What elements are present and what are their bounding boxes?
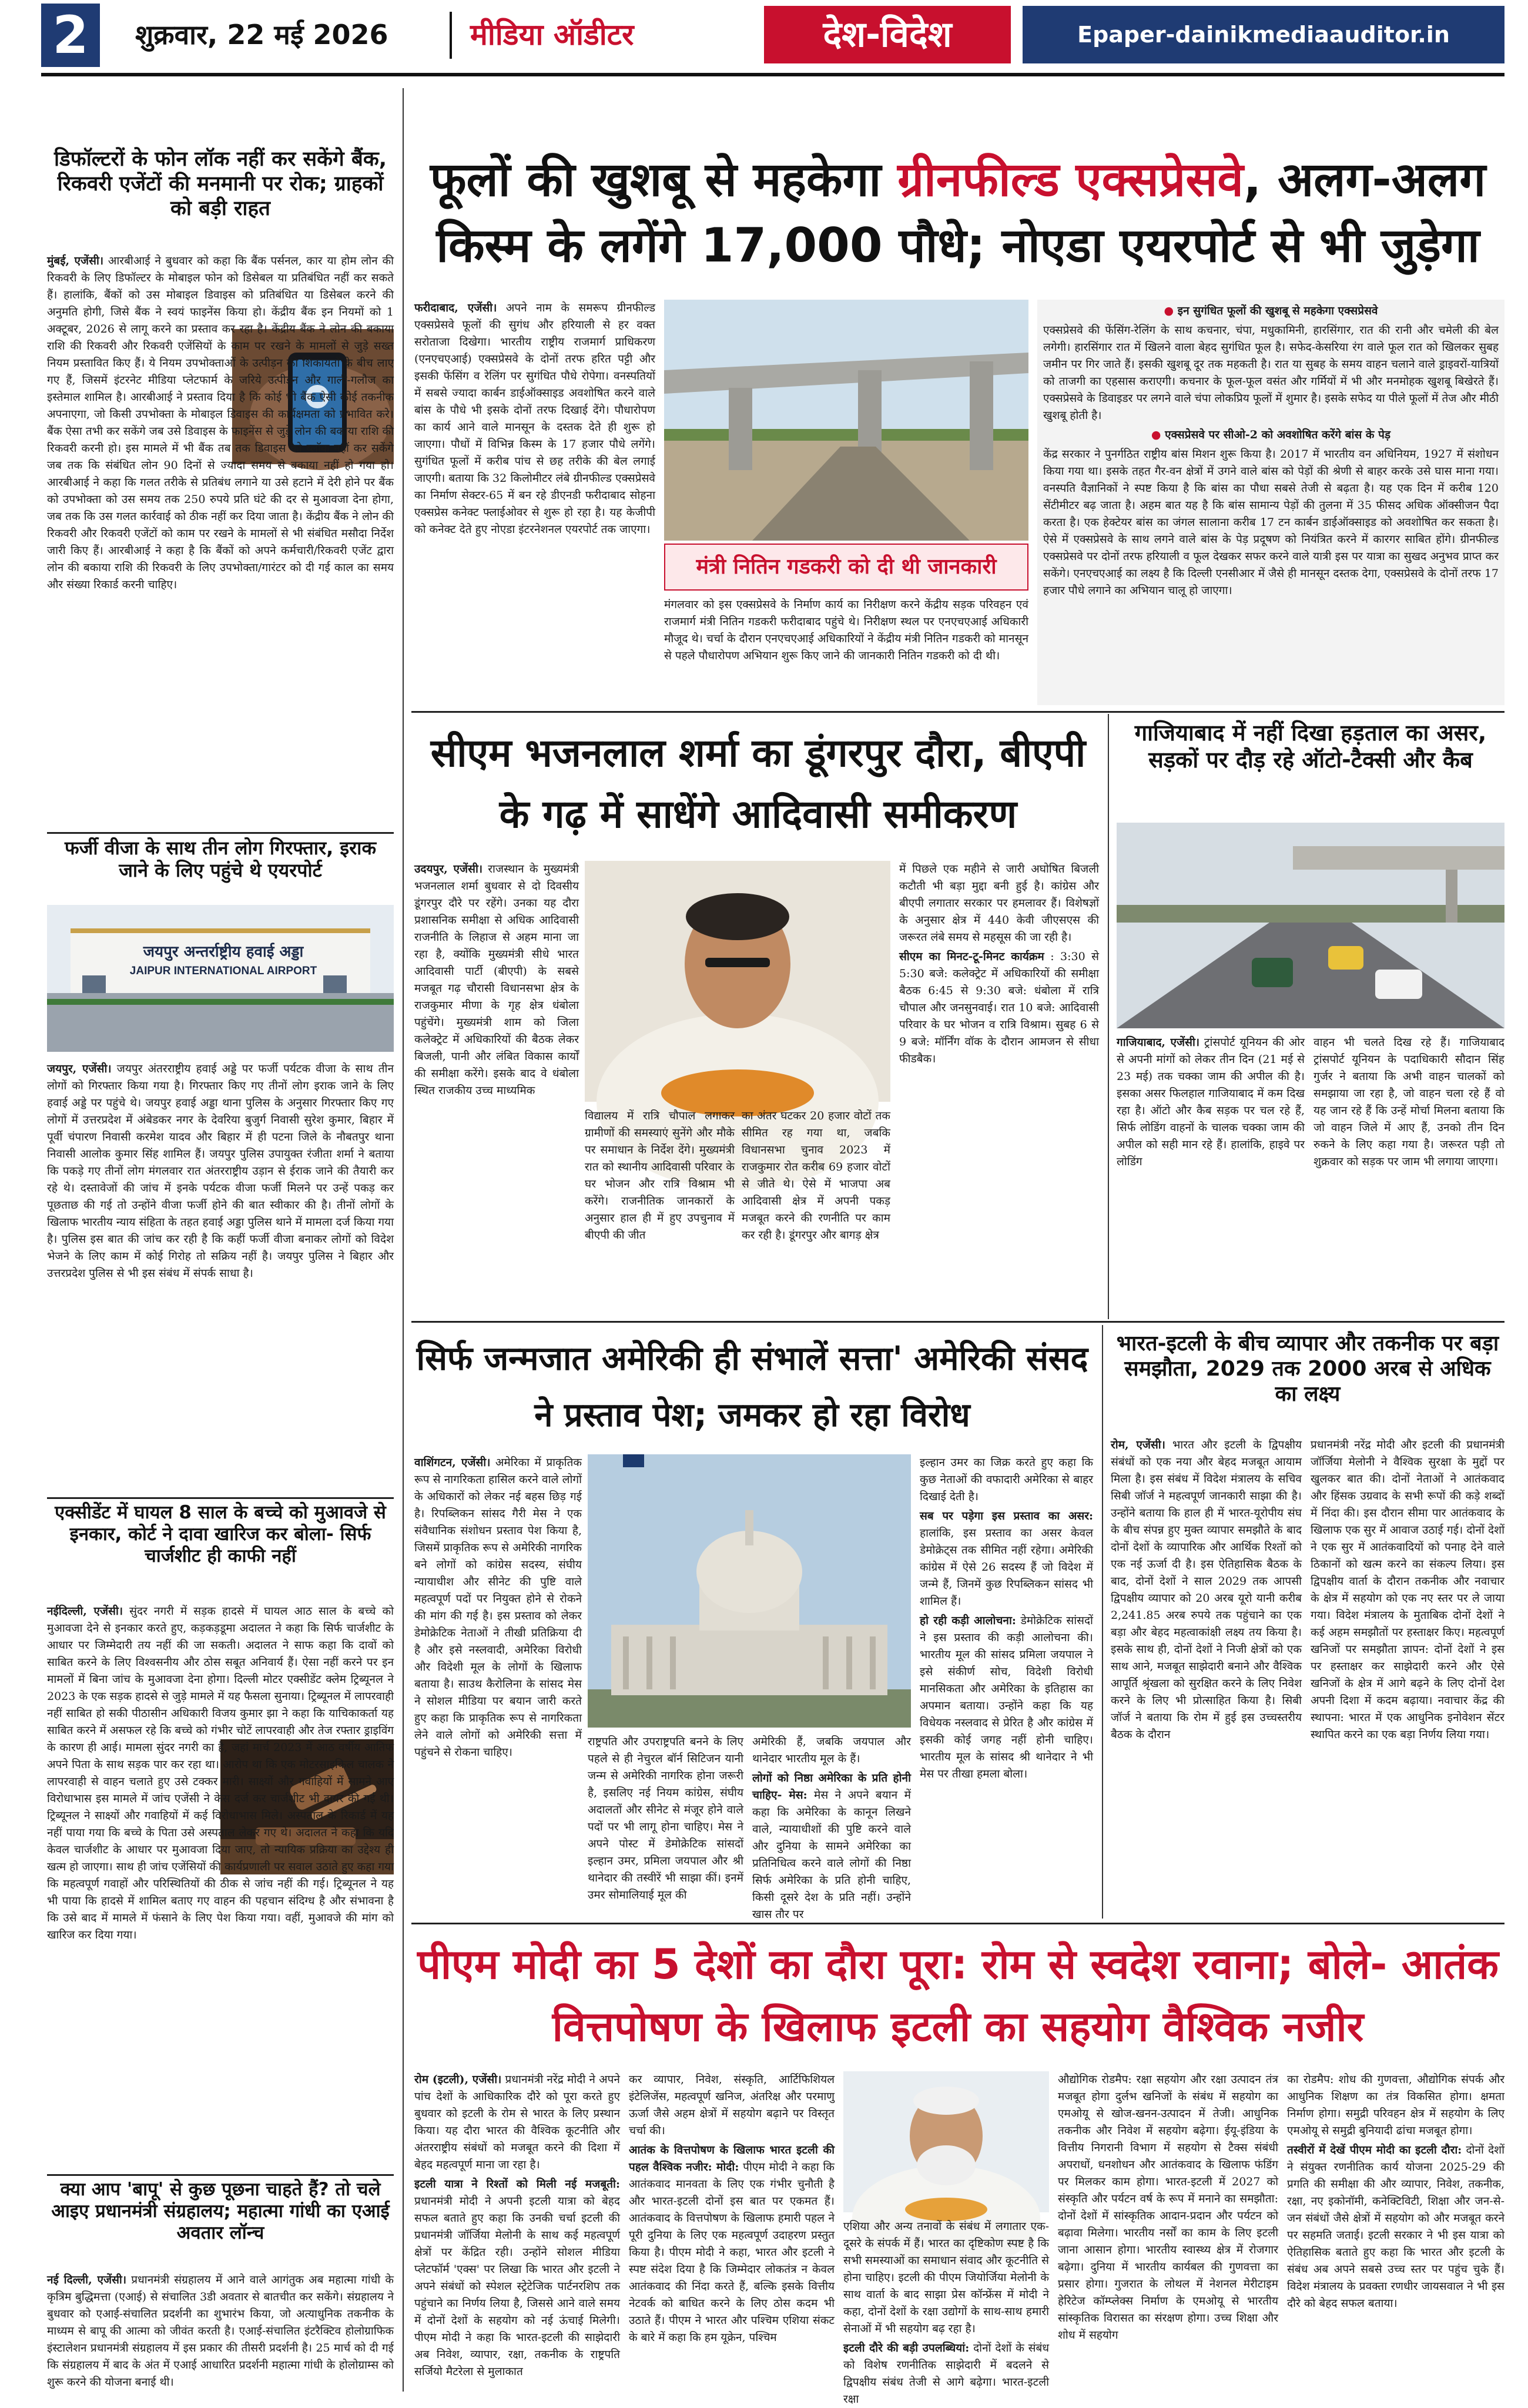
usa-col3 (752, 1733, 911, 1921)
ghaziabad-col1 (1117, 1034, 1305, 1313)
story-text: भारत और इटली के द्विपक्षीय संबंधों को एक नया और बेहद मजबूत आयाम मिला है। इस संबंध में विदेश मंत्रालय के सचिव सिबी जॉर्ज ने महत्वपूर्ण जानकारी साझा की है। उन्होंने बताया कि हाल ही में भारत-यूरोपीय संघ के बीच संपन्न हुए मुक्त व्यापार समझौते के बाद दोनों देशों के व्यापारिक और आर्थिक रिश्तों को एक नई ऊर्जा दी है। इस ऐतिहासिक बैठक के बाद, दोनों देशों ने साल 2029 तक आपसी द्विपक्षीय व्यापार को 20 अरब यूरो यानी करीब 2,241.85 अरब रुपये तक पहुंचाने का एक बड़ा और बेहद महत्वाकांक्षी लक्ष्य तय किया है। इसके साथ ही, दोनों देशों ने निजी क्षेत्रों को एक साथ आने, मजबूत साझेदारी बनाने और वैश्विक आपूर्ति श्रृंखला को सुरक्षित करने के लिए निवेश करने के लिए भी प्रोत्साहित किया है। सिबी जॉर्ज ने बताया कि रोम में हुई इस उच्चस्तरीय बैठक के दौरान (1111, 1438, 1302, 1741)
sidebar-subhead: एक्सप्रेसवे पर सीओ-2 को अवशोषित करेंगे बांस के पेड़ (1165, 428, 1391, 441)
bullet-icon: ● (1151, 428, 1161, 441)
story-text: प्रधानमंत्री संग्रहालय में आने वाले आगंतुक अब महात्मा गांधी के कृत्रिम बुद्धिमत्ता (एआई) से संचालित 3डी अवतार से बातचीत कर सकेंगे। संग्रहालय ने बुधवार को एआई-संचालित प्रदर्शनी का शुभारंभ किया, जो अत्याधुनिक तकनीक के माध्यम से बापू की आत्मा को जीवंत करती है। एआई-संचालित इंटरैक्टिव होलोग्राफिक इंस्टालेशन प्रधानमंत्री संग्रहालय में इस प्रकार की तीसरी प्रदर्शनी है। 25 मार्च को दी गई कि संग्रहालय में बाद के अंत में एआई आधारित प्रदर्शनी महात्मा गांधी के होलोग्राम्स को शुरू करने की योजना बनाई थी। (47, 2273, 394, 2389)
issue-date: शुक्रवार, 22 मई 2026 (135, 19, 388, 51)
dateline: रोम (इटली), एजेंसी। (414, 2073, 502, 2086)
compensation-story-body (47, 1603, 394, 2170)
sidebar-subhead: इन सुगंधित फूलों की खुशबू से महकेगा एक्सप्रेसवे (1177, 304, 1378, 317)
website-url[interactable]: Epaper-dainikmediaauditor.in (1023, 6, 1504, 63)
headline-text: फूलों की खुशबू से महकेगा (430, 152, 898, 207)
story-text: अपने नाम के समरूप ग्रीनफील्ड एक्सप्रेसवे फूलों की सुगंध और हरियाली से हर वक्त सरोताजा दिखेगा। भारतीय राष्ट्रीय राजमार्ग प्राधिकरण (एनएचएआई) एक्सप्रेसवे के दोनों तरफ हरित पट्टी और इसकी फेंसिंग व रेलिंग पर सुगंधित पौधे रोपेगा। वनस्पतियों में सबसे ज्यादा कार्बन डाईऑक्साइड अवशोषित करने वाले बांस के पौधे भी इसके दोनों तरफ दिखाई देंगे। पौधारोपण का कार्य आने वाले मानसून के दस्तक देते ही शुरू हो जाएगा। पौधों में विभिन्न किस्म के 17 हजार पौधे लगेंगे। सुगंधित फूलों में करीब पांच से छह तरीके की बेल लगाई जाएगी। बताया कि 32 किलोमीटर लंबे ग्रीनफील्ड एक्सप्रेसवे का निर्माण सेक्टर-65 में बन रहे डीएनडी फरीदाबाद सोहना एक्सप्रेस कनेक्ट फ्लाईओवर से शुरू हो रहा है। यह केजीपी को कनेक्ट देते हुए नोएडा इंटरनेशनल एयरपोर्ट तक जाएगा। (414, 301, 655, 536)
gandhi-ai-story-headline: क्या आप 'बापू' से कुछ पूछना चाहते हैं? तो चले आइए प्रधानमंत्री संग्रहालय; महात्मा गांधी का एआई अवतार लॉन्च (51, 2179, 390, 2244)
story-divider (47, 1497, 394, 1499)
usa-col1 (414, 1454, 582, 1916)
story-text: अमेरिकी हैं, जबकि जयपाल और थानेदार भारतीय मूल के हैं। (752, 1735, 911, 1765)
page-number: 2 (41, 4, 100, 67)
schedule-text: : 3:30 से 5:30 बजे: कलेक्ट्रेट में अधिकारियों की समीक्षा बैठक 6:45 से 9:30 बजे: धंबोला में रात्रि चौपाल और जनसुनवाई। रात 10 बजे: आदिवासी परिवार के घर भोजन व रात्रि विश्राम। सुबह 6 से 9 बजे: मॉर्निंग वॉक के दौरान आमजन से सीधा फीडबैक। (899, 950, 1099, 1065)
story-text: ट्रांसपोर्ट यूनियन की ओर से अपनी मांगों को लेकर तीन दिन (21 मई से 23 मई) तक चक्का जाम की अपील की है। इसका असर फिलहाल गाजियाबाद में कम दिख रहा है। ऑटो और कैब सड़क पर चल रहे हैं, सिर्फ लोडिंग वाहनों के चालक चक्का जाम की अपील को सही मान रहे हैं। हालांकि, हाइवे पर लोडिंग (1117, 1036, 1305, 1168)
usa-subhead: सब पर पड़ेगा इस प्रस्ताव का असर: (920, 1510, 1093, 1522)
trade-col2: प्रधानमंत्री नरेंद्र मोदी और इटली की प्रधानमंत्री जॉर्जिया मेलोनी ने वैश्विक सुरक्षा के मुद्दों पर खुलकर बात की। दोनों नेताओं ने आतंकवाद और हिंसक उग्रवाद के सभी रूपों की कड़े शब्दों में निंदा की। इस दौरान सीमा पार आतंकवाद के खिलाफ एक सुर में आवाज उठाई गई। दोनों देशों ने एक सुर में आतंकवादियों को पनाह देने वाले ठिकानों को खत्म करने का संकल्प लिया। इस द्विपक्षीय वार्ता के दौरान तकनीक और नवाचार के क्षेत्र में सहयोग को एक नए स्तर पर ले जाया गया। विदेश मंत्रालय के मुताबिक दोनों देशों ने कई अहम समझौतों पर हस्ताक्षर किए। महत्वपूर्ण खनिजों पर समझौता ज्ञापन: दोनों देशों ने इस पर हस्ताक्षर कर साझेदारी करने और ऐसे खनिजों के क्षेत्र में आगे बढ़ने के लिए दोनों देश अपनी दिशा में कदम बढ़ाया। नवाचार केंद्र की स्थापना: भारत में एक आधुनिक इनोवेशन सेंटर स्थापित करने का एक बड़ा निर्णय लिया गया। (1311, 1438, 1504, 1741)
dateline: वाशिंगटन, एजेंसी। (414, 1456, 491, 1469)
story-text: दोनों देशों के संबंध को विशेष रणनीतिक साझेदारी में बदलने से द्विपक्षीय संबंध तेजी से आगे बढ़ेगा। भारत-इटली रक्षा (843, 2342, 1050, 2406)
story-text: मेस ने अपने बयान में कहा कि अमेरिका के कानून लिखने वाले, न्यायाधीशों की पुष्टि करने वाले और दुनिया के सामने अमेरिका का प्रतिनिधित्व करने वाले लोगों की निष्ठा सिर्फ अमेरिका के प्रति होनी चाहिए, किसी दूसरे देश के प्रति नहीं। उन्होंने खास तौर पर (752, 1789, 911, 1921)
pm-col3 (843, 2218, 1050, 2406)
jaipur-airport-photo (47, 905, 394, 1052)
gadkari-caption-body: मंगलवार को इस एक्सप्रेसवे के निर्माण कार्य का निरीक्षण करने केंद्रीय सड़क परिवहन एवं राजमार्ग मंत्री नितिन गडकरी फरीदाबाद पहुंचे थे। निरीक्षण स्थल पर एनएचएआई अधिकारी मौजूद थे। चर्चा के दौरान एनएचएआई अधिकारियों ने केंद्रीय मंत्री नितिन गडकरी को मानसून से पहले पौधारोपण अभियान शुरू किए जाने की जानकारी नितिन गडकरी को दी थी। (664, 598, 1028, 662)
cm-story-headline: सीएम भजनलाल शर्मा का डूंगरपुर दौरा, बीएपी के गढ़ में साधेंगे आदिवासी समीकरण (430, 730, 1086, 837)
masthead (0, 0, 1528, 71)
pm-subhead: इटली यात्रा ने रिश्तों को मिली नई मजबूती: (414, 2178, 620, 2191)
pm-col1 (414, 2071, 620, 2392)
story-text: का रोडमैप: शोध की गुणवत्ता, औद्योगिक संपर्क और आधुनिक शिक्षण का तंत्र विकसित होगा। क्षमता निर्माण होगा। समुद्री परिवहन क्षेत्र में सहयोग के लिए एमओयू से समुद्री बुनियादी ढांचा मजबूत होगा। (1287, 2073, 1504, 2137)
dateline: फरीदाबाद, एजेंसी। (414, 301, 497, 314)
pm-col5 (1287, 2071, 1504, 2392)
section-divider (411, 1923, 1504, 1924)
story-text: राजस्थान के मुख्यमंत्री भजनलाल शर्मा बुधवार से दो दिवसीय डूंगरपुर दौरे पर रहेंगे। उनका यह दौरा प्रशासनिक समीक्षा से अधिक आदिवासी राजनीति के लिहाज से अहम माना जा रहा है, क्योंकि मुख्यमंत्री सीधे भारत आदिवासी पार्टी (बीएपी) के सबसे मजबूत गढ़ चौरासी विधानसभा क्षेत्र के राजकुमार मीणा के गृह क्षेत्र धंबोला पहुंचेंगे। मुख्यमंत्री शाम को जिला कलेक्ट्रेट में अधिकारियों की बैठक लेकर बिजली, पानी और लंबित विकास कार्यों की समीक्षा करेंगे। इसके बाद वे धंबोला स्थित राजकीय उच्च माध्यमिक (414, 863, 579, 1097)
airport-sign-english: JAIPUR INTERNATIONAL AIRPORT (129, 965, 317, 977)
gadkari-caption-box (664, 544, 1028, 591)
compensation-story-headline: एक्सीडेंट में घायल 8 साल के बच्चे को मुआवजे से इनकार, कोर्ट ने दावा खारिज कर बोला- सिर्फ चार्जशीट ही काफी नहीं (55, 1502, 386, 1567)
pm-subhead: इटली दौरे की बड़ी उपलब्धियां: (843, 2342, 970, 2355)
dateline: नई दिल्ली, एजेंसी। (47, 2273, 127, 2286)
gandhi-ai-story-body (47, 2272, 394, 2389)
section-label: देश-विदेश (764, 6, 1011, 63)
story-text: जयपुर अंतरराष्ट्रीय हवाई अड्डे पर फर्जी पर्यटक वीजा के साथ तीन लोगों को गिरफ्तार किया गया है। गिरफ्तार किए गए तीनों लोग इराक जाने के लिए हवाई अड्डे पर पहुंचे थे। जयपुर हवाई अड्डा थाना पुलिस के अनुसार गिरफ्तार किए गए लोगों में उत्तरप्रदेश में अंबेडकर नगर के देवरिया बुजुर्ग निवासी सुरेश कुमार, बिहार में पूर्वी चंपारण निवासी करमेश यादव और बिहार में ही पटना जिले के नौबतपुर थाना निवासी आलोक कुमार सिंह शामिल हैं। जयपुर पुलिस उपायुक्त रंजीता शर्मा ने बताया कि पकड़े गए तीनों लोग मंगलवार रात अंतरराष्ट्रीय उड़ान से ईराक जाने की तैयारी कर रहे थे। दस्तावेजों की जांच में इनके पर्यटक वीजा फर्जी मिलने पर उन्हें पकड़ कर पूछताछ की गई तो उन्होंने वीजा फर्जी होने की बात स्वीकार की है। तीनों लोगों के खिलाफ भारतीय न्याय संहिता के तहत हवाई अड्डा पुलिस थाने में मामला दर्ज किया गया है। पुलिस इस बात की जांच कर रही है कि कहीं फर्जी वीजा बनाकर लोगों को विदेश भेजने के लिए काम में कोई गिरोह तो सक्रिय नहीं है। जयपुर पुलिस ने बिहार और उत्तरप्रदेश पुलिस से भी इस संबंध में संपर्क साधा है। (47, 1062, 394, 1280)
story-text: हालांकि, इस प्रस्ताव का असर केवल डेमोक्रेट्स तक सीमित नहीं रहेगा। अमेरिकी कांग्रेस में ऐसे 26 सदस्य हैं जो विदेश में जन्मे हैं, जिनमें कुछ रिपब्लिकन सांसद भी शामिल हैं। (920, 1527, 1093, 1608)
visa-story-body (47, 1061, 394, 1493)
usa-col2: राष्ट्रपति और उपराष्ट्रपति बनने के लिए पहले से ही नेचुरल बॉर्न सिटिजन यानी जन्म से अमेरिकी नागरिक होना जरूरी है, इसलिए नई नियम कांग्रेस, संघीय अदालतों और सीनेट से मंजूर होने वाले पदों पर भी लागू होना चाहिए। मेस ने अपने पोस्ट में डेमोक्रेटिक सांसदों इल्हान उमर, प्रमिला जयपाल और श्री थानेदार की तस्वीरें भी साझा कीं। इनमें उमर सोमालियाई मूल की (588, 1735, 743, 1901)
caption-title: मंत्री नितिन गडकरी को दी थी जानकारी (696, 555, 997, 579)
bullet-icon: ● (1164, 304, 1174, 317)
story-text: में पिछले एक महीने से जारी अघोषित बिजली कटौती भी बड़ा मुद्दा बनी हुई है। कांग्रेस और बीएपी लगातार सरकार पर हमलावर हैं। विशेषज्ञों के अनुसार क्षेत्र में 440 केवी जीएसएस की जरूरत लंबे समय से महसूस की जा रही है। (899, 863, 1100, 944)
cm-col2: विद्यालय में रात्रि चौपाल लगाकर ग्रामीणों की समस्याएं सुनेंगे और मौके पर समाधान के निर्देश देंगे। मुख्यमंत्री रात को स्थानीय आदिवासी परिवार के घर भोजन और रात्रि विश्राम भी करेंगे। राजनीतिक जानकारों के अनुसार हाल ही में हुए उपचुनाव में बीएपी की जीत (585, 1109, 735, 1242)
masthead-rule (41, 73, 1504, 76)
column-rule (1108, 714, 1109, 1319)
story-text: सुंदर नगरी में सड़क हादसे में घायल आठ साल के बच्चे को मुआवजा देने से इनकार करते हुए, कड़कड़डूमा अदालत ने कहा कि सिर्फ चार्जशीट के आधार पर जिम्मेदारी तय नहीं की जा सकती। अदालत ने साफ कहा कि दावों को साबित करने के लिए विश्वसनीय और ठोस सबूत अनिवार्य हैं। ऐसा नहीं करने पर इन मामलों में बिना जांच के मुआवजा देना होगा। दिल्ली मोटर एक्सीडेंट क्लेम ट्रिब्यूनल ने 2023 के एक सड़क हादसे से जुड़े मामले में यह फैसला सुनाया। ट्रिब्यूनल में लापरवाही नहीं साबित हो सकी पीठासीन अधिकारी विजय कुमार झा ने कहा कि याचिकाकर्ता यह साबित करने में असफल रहे कि बच्चे को गंभीर चोटें लापरवाही और तेज रफ्तार ड्राइविंग के कारण ही आई। मामला सुंदर नगरी का है, जहां मार्च 2023 में आठ वर्षीय आतिफ अपने पिता के साथ सड़क पार कर रहा था। आरोप था कि एक मोटरसाइकिल चालक ने लापरवाही से वाहन चलाते हुए उसे टक्कर मारी। साक्ष्यों और गवाहियों में सामने आए विरोधाभास इस मामले में जांच एजेंसी ने केस दर्ज कर चार्जशीट भी दायर की गई थी। ट्रिब्यूनल ने साक्ष्यों और गवाहियों में कई विरोधाभास मिले। अस्पताल के रिकार्ड में यह नहीं पाया गया कि बच्चे के पिता उसे अस्पताल लेकर गए थे। अदालत ने कहा कि यदि केवल चार्जशीट के आधार पर मुआवजा दिया जाए, तो न्यायिक प्रक्रिया का उद्देश्य ही खत्म हो जाएगा। साथ ही जांच एजेंसियों की कार्यप्रणाली पर सवाल उठाते हुए कहा गया कि महत्वपूर्ण गवाहों और परिस्थितियों की ठीक से जांच नहीं की गई। ट्रिब्यूनल ने यह भी पाया कि हादसे में शामिल बताए गए वाहन की पहचान संदिग्ध है और संभावना है कि उसे बाद में मामले में फंसाने के लिए पेश किया गया। वहीं, मुआवजे की मांग को खारिज कर दिया गया। (47, 1605, 394, 1941)
dateline: उदयपुर, एजेंसी। (414, 863, 483, 876)
visa-story-headline: फर्जी वीजा के साथ तीन लोग गिरफ्तार, इराक जाने के लिए पहुंचे थे एयरपोर्ट (64, 837, 377, 882)
airport-sign-hindi: जयपुर अन्तर्राष्ट्रीय हवाई अड्डा (143, 943, 304, 961)
dateline: जयपुर, एजेंसी। (47, 1062, 112, 1075)
paper-name: मीडिया ऑडीटर (470, 18, 634, 52)
story-text: कर व्यापार, निवेश, संस्कृति, आर्टिफिशियल इंटेलिजेंस, महत्वपूर्ण खनिज, अंतरिक्ष और परमाणु ऊर्जा जैसे अहम क्षेत्रों में सहयोग बढ़ाने पर विस्तृत चर्चा की। (629, 2073, 835, 2137)
traffic-road-photo (1117, 823, 1504, 1028)
story-text: एशिया और अन्य तनावों के संबंध में लगातार एक-दूसरे के संपर्क में हैं। भारत का दृष्टिकोण स्पष्ट है कि सभी समस्याओं का समाधान संवाद और कूटनीति से होना चाहिए। इटली की पीएम जियोर्जिया मेलोनी के साथ वार्ता के बाद साझा प्रेस कॉन्फ्रेंस में मोदी ने कहा, दोनों देशों के रक्षा उद्योगों के साथ-साथ हमारी सेनाओं में भी सहयोग बढ़ रहा है। (843, 2220, 1050, 2335)
story-divider (47, 2174, 394, 2176)
story-text: आरबीआई ने बुधवार को कहा कि बैंक पर्सनल, कार या होम लोन की रिकवरी के लिए डिफॉल्टर के मोबाइल फोन को डिसेबल या प्रतिबंधित नहीं कर सकते हैं। हालांकि, बैंकों को उस मोबाइल डिवाइस को प्रतिबंधित या डिसेबल करने की अनुमति होगी, जिसे बैंक ने स्वयं फाइनेंस किया हो। केंद्रीय बैंक इन नियमों को 1 अक्टूबर, 2026 से लागू करने का प्रस्ताव कर रहा है। केंद्रीय बैंक ने लोन की बकाया राशि की रिकवरी और रिकवरी एजेंसियों के काम पर रखने के मामलों से जुड़े सख्त नियम प्रस्तावित किए हैं। ये नियम उपभोक्ताओं के उत्पीड़न की शिकायतों के बीच लाए गए हैं, जिसमें इंटरनेट मीडिया प्लेटफार्म के जरिये उत्पीड़न और गाली-गलौज का इस्तेमाल शामिल है। आरबीआई ने प्रस्ताव दिया है कि कोई भी बैंक ऐसी कोई तकनीक अपनाएगा, जो किसी उपभोक्ता के मोबाइल डिवाइस की कार्यक्षमता को प्रभावित करे। बैंक ऐसा तभी कर सकेंगे जब उसे डिवाइस के फाइनेंस से जुड़े लोन की बकाया राशि की रिकवरी करनी हो। इस मामले में भी बैंक तब तक डिवाइस को ब्लॉक नहीं कर सकेंगे जब तक कि संबंधित लोन 90 दिनों से ज्यादा समय से बकाया नहीं हो गया हो। आरबीआई ने कहा कि गलत तरीके से प्रतिबंध लगाने या उसे हटाने में देरी होने पर बैंक को उपभोक्ता को उस समय तक 250 रुपये प्रति घंटे की दर से मुआवजा देना होगा, जब तक कि उस गलत कार्रवाई को ठीक नहीं कर दिया जाता है। केंद्रीय बैंक ने लोन की रिकवरी और रिकवरी एजेंटों को काम पर रखने के मामलों से भी संबंधित मसौदा निर्देश जारी किए हैं। आरबीआई ने कहा है कि बैंकों को अपने कर्मचारी/रिकवरी एजेंट द्वारा लोन की बकाया राशि की रिकवरी के लिए उपभोक्ता/गारंटर को दी गई काल का समय और संख्या रिकार्ड करनी चाहिए। (47, 254, 394, 591)
story-text: प्रधानमंत्री नरेंद्र मोदी ने अपने पांच देशों के आधिकारिक दौरे को पूरा करते हुए बुधवार को इटली के रोम से भारत के लिए प्रस्थान किया। यह दौरा भारत की वैश्विक कूटनीति और अंतरराष्ट्रीय संबंधों को मजबूत करने की दिशा में बेहद महत्वपूर्ण माना जा रहा है। (414, 2073, 620, 2171)
bank-story-headline: डिफॉल्टरों के फोन लॉक नहीं कर सकेंगे बैंक, रिकवरी एजेंटों की मनमानी पर रोक; ग्राहकों को बड़ी राहत (53, 147, 387, 220)
headline-text: , अलग-अलग किस्म के लगेंगे 17,000 पौधे; नोएडा एयरपोर्ट से भी जुड़ेगा (436, 152, 1486, 273)
story-text: अमेरिका में प्राकृतिक रूप से नागरिकता हासिल करने वाले लोगों के अधिकारों को लेकर नई बहस छिड़ गई है। रिपब्लिकन सांसद गैरी मेस ने एक संवैधानिक संशोधन प्रस्ताव पेश किया है, जिसमें प्राकृतिक रूप से अमेरिकी नागरिक बने लोगों को कांग्रेस सदस्य, संघीय न्यायाधीश और सीनेट की पुष्टि वाले महत्वपूर्ण पदों पर नियुक्त होने से रोकने की मांग की गई है। इस प्रस्ताव को लेकर डेमोक्रेटिक नेताओं ने तीखी प्रतिक्रिया दी है और इसे नस्लवादी, अमेरिका विरोधी और विदेशी मूल के लोगों के खिलाफ बताया है। साउथ कैरोलिना के सांसद मेस ने सोशल मीडिया पर बयान जारी करते हुए कहा कि प्राकृतिक रूप से नागरिकता लेने वाले लोगों को अमेरिकी सत्ता में पहुंचने से रोकना चाहिए। (414, 1456, 582, 1759)
story-text: प्रधानमंत्री मोदी ने अपनी इटली यात्रा को बेहद सफल बताते हुए कहा कि उनकी चर्चा इटली की प्रधानमंत्री जॉर्जिया मेलोनी के साथ कई महत्वपूर्ण क्षेत्रों पर केंद्रित रही। उन्होंने सोशल मीडिया प्लेटफॉर्म 'एक्स' पर लिखा कि भारत और इटली ने अपने संबंधों को स्पेशल स्ट्रेटेजिक पार्टनरशिप तक पहुंचाने का निर्णय लिया है, जिससे आने वाले समय में दोनों देशों के सहयोग को नई ऊंचाई मिलेगी। पीएम मोदी ने कहा कि भारत-इटली की साझेदारी अब निवेश, व्यापार, रक्षा, तकनीक के राष्ट्रपति सर्जियो मैटरेला से मुलाकात (414, 2195, 620, 2378)
ghaziabad-headline: गाजियाबाद में नहीं दिखा हड़ताल का असर, सड़कों पर दौड़ रहे ऑटो-टैक्सी और कैब (1134, 720, 1487, 773)
cm-col4 (899, 861, 1099, 1313)
dateline: रोम, एजेंसी। (1111, 1438, 1165, 1451)
flyover-photo (664, 300, 1028, 541)
india-italy-trade-headline: भारत-इटली के बीच व्यापार और तकनीक पर बड़ा समझौता, 2029 तक 2000 अरब से अधिक का लक्ष्य (1116, 1332, 1499, 1407)
headline-highlight: ग्रीनफील्ड एक्सप्रेसवे (897, 152, 1244, 207)
trade-col1 (1111, 1437, 1302, 1916)
section-divider (411, 711, 1504, 713)
cm-col1 (414, 861, 579, 1313)
pm-modi-photo (843, 2071, 1049, 2212)
usa-subhead: लोगों को निष्ठा अमेरिका के प्रति होनी चाहिए- मेस: (752, 1772, 911, 1802)
header-divider (450, 12, 452, 59)
expressway-headline (411, 147, 1504, 282)
pm-modi-headline: पीएम मोदी का 5 देशों का दौरा पूरा: रोम से स्वदेश रवाना; बोले- आतंक वित्तपोषण के खिलाफ इटली का सहयोग वैश्विक नजीर (417, 1940, 1499, 2051)
schedule-subhead: सीएम का मिनट-टू-मिनट कार्यक्रम (899, 950, 1044, 963)
dateline: नईदिल्ली, एजेंसी। (47, 1605, 123, 1618)
sidebar-body: केंद्र सरकार ने पुनर्गठित राष्ट्रीय बांस मिशन शुरू किया है। 2017 में भारतीय वन अधिनियम, 1927 में संशोधन किया गया था। इसके तहत गैर-वन क्षेत्रों में उगने वाले बांस को पेड़ों की श्रेणी से बाहर करके उसे घास माना गया। वनस्पति वैज्ञानिकों ने स्पष्ट किया है कि बांस का पौधा सबसे तेजी से बढ़ता है। यह एक दिन में करीब 120 सेंटीमीटर बढ़ जाता है। अहम बात यह है कि बांस सामान्य पेड़ों की तुलना में 35 फीसद अधिक ऑक्सीजन पैदा करता है। एक हेक्टेयर बांस का जंगल सालाना करीब 17 टन कार्बन डाईऑक्साइड को अवशोषित कर सकता है। ऐसे में एक्सप्रेसवे के साथ लगने वाले बांस के पेड़ प्रदूषण को नियंत्रित करने में कारगर साबित होंगे। ग्रीनफील्ड एक्सप्रेसवे पर दोनों तरफ हरियाली व फूल देखकर सफर करने वाले यात्री इस पर यात्रा का सुखद अनुभव प्राप्त कर सकेंगे। एनएचएआई का लक्ष्य है कि दिल्ली एनसीआर में जैसे ही मानसून दस्तक देगा, एक्सप्रेसवे के दोनों तरफ 17 हजार पौधे लगाने का अभियान चालू हो जाएगा। (1043, 448, 1499, 597)
sidebar-body: एक्सप्रेसवे की फेंसिंग-रेलिंग के साथ कचनार, चंपा, मधुकामिनी, हारसिंगार, रात की रानी और चमेली की बेल लगेगी। हारसिंगार रात में खिलने वाला बेहद सुगंधित फूल है। सफेद-केसरिया रंग वाले फूल रात को खिलकर सुबह जमीन पर गिर जाते हैं। इसकी खुशबू दूर तक महकती है। रात या सुबह के समय वाहन चलाने वाले ड्राइवरों-यात्रियों को ताजगी का एहसास कराएगी। कचनार के फूल-फूल वसंत और गर्मियों में भी और मनमोहक खुशबू बिखेरते हैं। एक्सप्रेसवे के डिवाइडर पर लगने वाले चंपा लोकप्रिय फूलों में शुमार है। इसके सफेद या पीले फूलों में तेज और मीठी खुशबू होती है। (1043, 324, 1499, 422)
expressway-col1 (414, 300, 655, 705)
story-text: दोनों देशों ने संयुक्त रणनीतिक कार्य योजना 2025-29 की प्रगति की समीक्षा की और व्यापार, निवेश, तकनीक, रक्षा, नए इकोनॉमी, कनेक्टिविटी, शिक्षा और जन-से-जन संबंधों जैसे क्षेत्रों में सहयोग को और मजबूत करने पर सहमति जताई। इटली सरकार ने भी इस यात्रा को ऐतिहासिक बताते हुए कहा कि भारत और इटली के संबंध अब अपने सबसे उच्च स्तर पर पहुंच चुके हैं। विदेश मंत्रालय के प्रवक्ता रणधीर जायसवाल ने भी इस दौरे को बेहद सफल बताया। (1287, 2144, 1504, 2310)
section-divider (411, 1321, 1504, 1323)
usa-story-headline: सिर्फ जन्मजात अमेरिकी ही संभालें सत्ता' अमेरिकी संसद ने प्रस्ताव पेश; जमकर हो रहा विरोध (416, 1340, 1088, 1434)
story-divider (47, 832, 394, 834)
cm-bhajanlal-photo (585, 861, 890, 1102)
story-text: डेमोक्रेटिक सांसदों ने इस प्रस्ताव की कड़ी आलोचना की। भारतीय मूल की सांसद प्रमिला जयपाल ने इसे संकीर्ण सोच, विदेशी विरोधी मानसिकता और अमेरिका के इतिहास का अपमान बताया। उन्होंने कहा कि यह विधेयक नस्लवाद से प्रेरित है और कांग्रेस में इसकी कोई जगह नहीं होनी चाहिए। भारतीय मूल के सांसद श्री थानेदार ने भी मेस पर तीखा हमला बोला। (920, 1614, 1093, 1780)
bank-story-body (47, 253, 394, 829)
ghaziabad-col2: वाहन भी चलते दिख रहे हैं। गाजियाबाद ट्रांसपोर्ट यूनियन के पदाधिकारी सौदान सिंह गुर्जर ने बताया कि अभी वाहन चालकों को समझाया जा रहा है, जो वाहन चला रहे हैं वो यह जान रहे हैं कि उन्हें मोर्चा मिलना बताया कि जो वाहन जिले में आए हैं, उनको तीन दिन रुकने के लिए कहा गया है। जरूरत पड़ी तो शुक्रवार को सड़क पर जाम भी लगाया जाएगा। (1313, 1036, 1504, 1168)
us-capitol-photo (588, 1454, 911, 1728)
dateline: गाजियाबाद, एजेंसी। (1117, 1036, 1200, 1049)
sidebar-section (1043, 303, 1499, 702)
pm-col2 (629, 2071, 835, 2392)
dateline: मुंबई, एजेंसी। (47, 254, 104, 267)
column-rule (1102, 1325, 1103, 1919)
left-column-rule (403, 88, 404, 2392)
pm-subhead: आतंक के वित्तपोषण के खिलाफ भारत इटली की पहल वैश्विक नजीर: मोदी: (629, 2144, 835, 2174)
usa-subhead: हो रही कड़ी आलोचना: (920, 1614, 1016, 1627)
pm-col4: औद्योगिक रोडमैप: रक्षा सहयोग और रक्षा उत्पादन तंत्र मजबूत होगा दुर्लभ खनिजों के संबंध में सहयोग का एमओयू से खोज-खनन-उत्पादन में तेजी। आधुनिक तकनीक और निवेश में सहयोग बढ़ेगा। ईयू-इंडिया के वित्तीय निगरानी विभाग में सहयोग से टैक्स संबंधी अपराधों, धनशोधन और आतंकवाद के खिलाफ फंडिंग पर मिलकर काम होगा। भारत-इटली में 2027 को संस्कृति और पर्यटन वर्ष के रूप में मनाने का समझौता: दोनों देशों में सांस्कृतिक आदान-प्रदान और पर्यटन को बढ़ावा मिलेगा। भारतीय नर्सों का काम के लिए इटली जाना आसान होगा। भारतीय स्वास्थ्य क्षेत्र में रोजगार बढ़ेगा। दुनिया में भारतीय कार्यबल की गुणवत्ता का प्रसार होगा। गुजरात के लोथल में नेशनल मेरीटाइम हेरिटेज कॉम्प्लेक्स निर्माण के एमओयू से भारतीय सांस्कृतिक विरासत का संरक्षण होगा। उच्च शिक्षा और शोध में सहयोग (1058, 2073, 1278, 2342)
pm-subhead: तस्वीरों में देखें पीएम मोदी का इटली दौरा: (1287, 2144, 1462, 2157)
story-text: पीएम मोदी ने कहा कि आतंकवाद मानवता के लिए एक गंभीर चुनौती है और भारत-इटली दोनों इस बात पर एकमत हैं। आतंकवाद के वित्तपोषण के खिलाफ हमारी पहल ने पूरी दुनिया के लिए एक महत्वपूर्ण उदाहरण प्रस्तुत किया है। पीएम मोदी ने कहा, भारत और इटली ने स्पष्ट संदेश दिया है कि जिम्मेदार लोकतंत्र न केवल आतंकवाद की निंदा करते हैं, बल्कि इसके वित्तीय नेटवर्क को बाधित करने के लिए ठोस कदम भी उठाते हैं। पीएम ने भारत और पश्चिम एशिया संकट के बारे में कहा कि हम यूक्रेन, पश्चिम (629, 2161, 835, 2344)
story-text: इल्हान उमर का जिक्र करते हुए कहा कि कुछ नेताओं की वफादारी अमेरिका से बाहर दिखाई देती है। (920, 1456, 1093, 1503)
usa-col4 (920, 1454, 1093, 1916)
cm-col3: का अंतर घटकर 20 हजार वोटों तक सीमित रह गया था, जबकि विधानसभा चुनाव 2023 में राजकुमार रोत करीब 69 हजार वोटों से जीते थे। ऐसे में भाजपा अब आदिवासी क्षेत्र में अपनी पकड़ मजबूत करने की रणनीति पर काम कर रही है। डूंगरपुर और बागड़ क्षेत्र (742, 1109, 890, 1242)
